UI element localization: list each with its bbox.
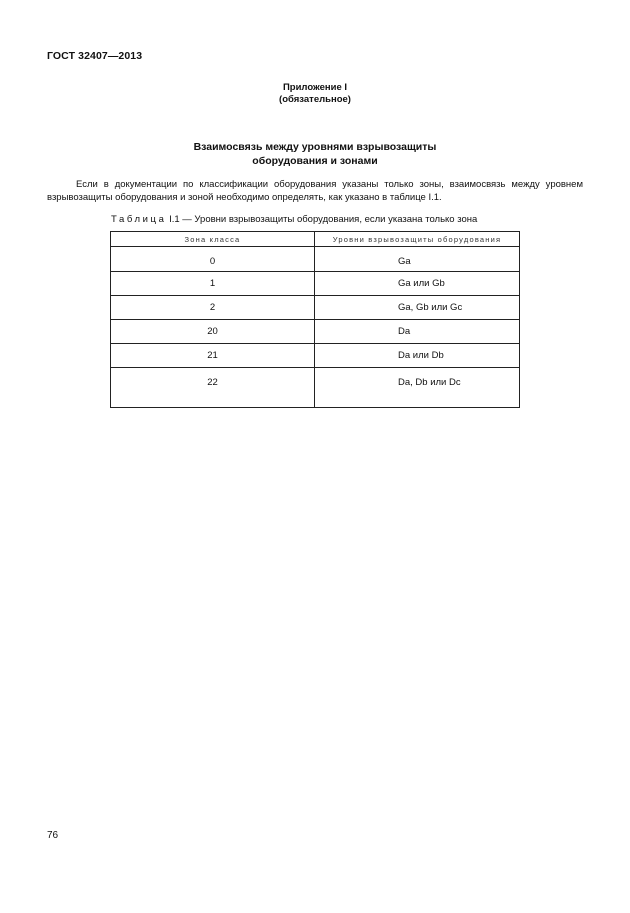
table-row: [111, 272, 520, 296]
section-title-line-1: Взаимосвязь между уровнями взрывозащиты: [193, 141, 437, 153]
table-body: [111, 251, 520, 408]
annex-title: Приложение I: [282, 82, 348, 93]
level-cell: Ga, Gb или Gc: [315, 296, 520, 320]
zone-cell: 0: [111, 251, 315, 272]
zone-cell: 22: [111, 368, 315, 408]
table-row: [111, 344, 520, 368]
level-cell: Da: [315, 320, 520, 344]
table-row: [111, 368, 520, 408]
table-caption-label: Таблица: [111, 214, 167, 225]
zone-cell: 2: [111, 296, 315, 320]
annex-status: (обязательное): [279, 94, 351, 105]
level-cell: Da, Db или Dc: [315, 368, 520, 408]
zone-cell: 1: [111, 272, 315, 296]
level-cell: Ga: [315, 251, 520, 272]
section-title-line-2: оборудования и зонами: [252, 155, 378, 167]
table-row: [111, 251, 520, 272]
zone-cell: 21: [111, 344, 315, 368]
zone-protection-table: [110, 231, 520, 408]
level-cell: Ga или Gb: [315, 272, 520, 296]
zone-cell: 20: [111, 320, 315, 344]
level-cell: Da или Db: [315, 344, 520, 368]
table-row: [111, 296, 520, 320]
body-paragraph-line-1: Если в документации по классификации оборудования указаны только зоны, взаимосвязь между уровнем: [76, 179, 583, 190]
column-header-level: Уровни взрывозащиты оборудования: [315, 232, 520, 247]
table-caption-text: I.1 — Уровни взрывозащиты оборудования, если указана только зона: [169, 214, 478, 225]
column-header-zone: Зона класса: [111, 232, 315, 247]
body-paragraph-line-2: взрывозащиты оборудования и зоной необходимо определять, как указано в таблице I.1.: [47, 192, 442, 203]
table-caption: [111, 214, 477, 225]
document-standard-number: ГОСТ 32407—2013: [47, 50, 143, 62]
page-number: 76: [47, 830, 59, 841]
table-row: [111, 320, 520, 344]
table-header-row: [111, 232, 520, 247]
